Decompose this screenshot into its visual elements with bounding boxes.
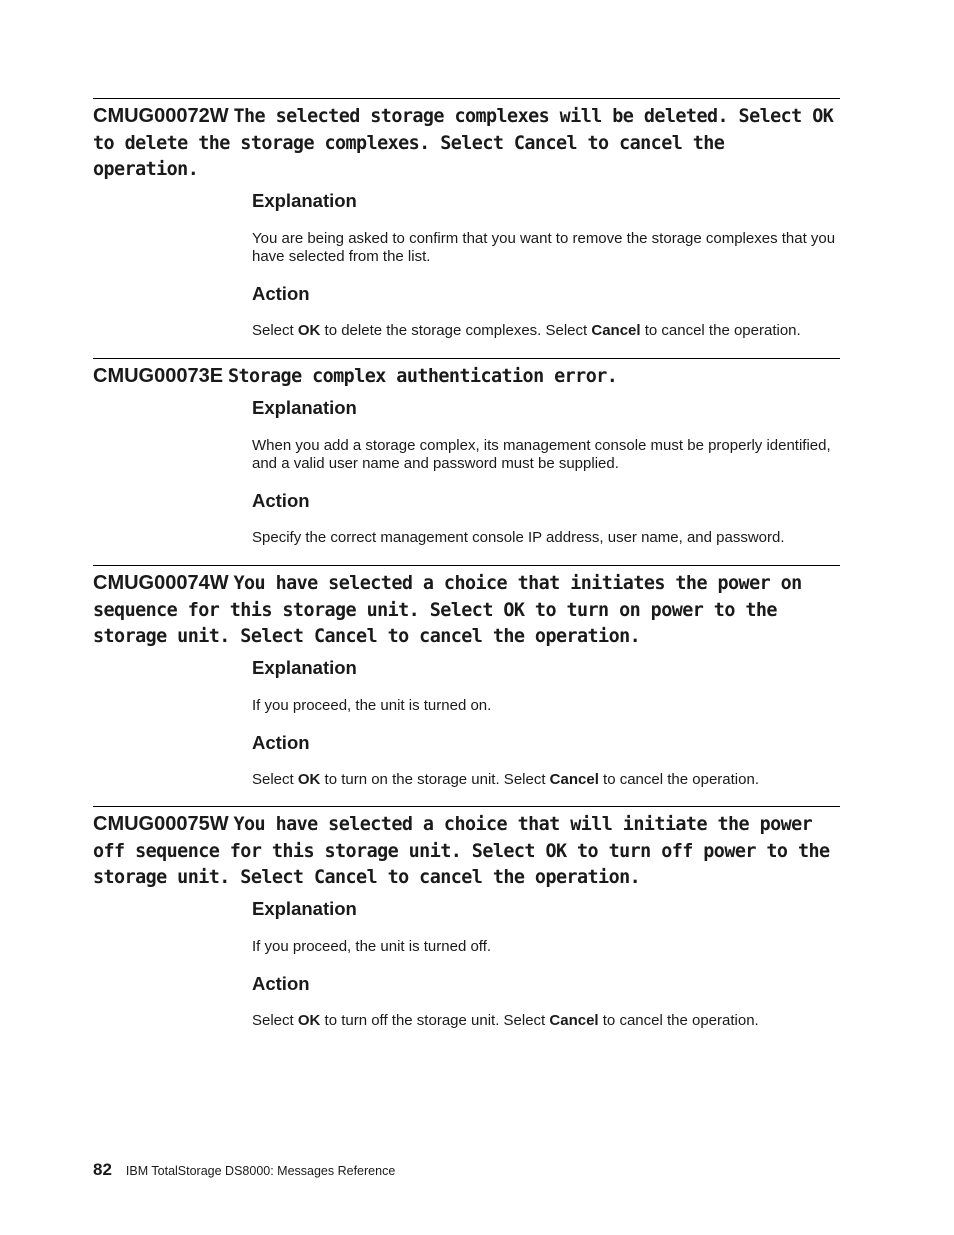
cancel-label: Cancel — [549, 770, 599, 788]
ok-label: OK — [297, 1011, 321, 1029]
message-title: Storage complex authentication error. — [227, 366, 618, 387]
ok-label: OK — [297, 321, 321, 339]
cancel-label: Cancel — [591, 321, 641, 339]
action-text: Specify the correct management console IP address, user name, and password. — [252, 528, 785, 546]
explanation-heading: Explanation — [252, 897, 357, 919]
message-id: CMUG00073E — [93, 365, 224, 387]
explanation-text: If you proceed, the unit is turned on. — [252, 696, 492, 714]
explanation-heading: Explanation — [252, 396, 357, 418]
message-body — [252, 898, 842, 1030]
explanation-heading: Explanation — [252, 656, 357, 678]
message-body — [252, 397, 842, 547]
action-text: Select OK to turn on the storage unit. Select Cancel to cancel the operation. — [252, 770, 759, 788]
action-heading: Action — [252, 282, 310, 304]
cancel-label: Cancel — [549, 1011, 599, 1029]
message-heading — [93, 359, 840, 391]
explanation-text: When you add a storage complex, its management console must be properly identified, and a valid user name and password must be supplied. — [252, 436, 831, 472]
message-body — [252, 190, 842, 340]
message-heading — [93, 99, 840, 184]
action-heading: Action — [252, 972, 310, 994]
action-text: Select OK to turn off the storage unit. Select Cancel to cancel the operation. — [252, 1011, 759, 1029]
action-text: Select OK to delete the storage complexes. Select Cancel to cancel the operation. — [252, 321, 801, 339]
book-title: IBM TotalStorage DS8000: Messages Reference — [125, 1164, 396, 1178]
action-heading: Action — [252, 731, 310, 753]
message-title: You have selected a choice that will initiate the power off sequence for this storage unit. Select OK to turn off power to the storage unit. Select Cancel to cancel the operation. — [93, 814, 830, 888]
page-footer — [93, 1160, 395, 1180]
ok-label: OK — [297, 770, 321, 788]
message-cmug00075w — [93, 806, 840, 1030]
message-heading — [93, 566, 840, 651]
message-cmug00074w — [93, 565, 840, 789]
explanation-text: If you proceed, the unit is turned off. — [252, 937, 492, 955]
explanation-heading: Explanation — [252, 189, 357, 211]
message-body — [252, 657, 842, 789]
message-cmug00072w — [93, 98, 840, 340]
message-id: CMUG00075W — [93, 813, 229, 835]
explanation-text: You are being asked to confirm that you want to remove the storage complexes that you have selected from the list. — [252, 229, 836, 265]
message-title: You have selected a choice that initiates the power on sequence for this storage unit. Select OK to turn on power to the storage unit. Select Cancel to cancel the operation. — [93, 573, 802, 647]
message-cmug00073e — [93, 358, 840, 547]
action-heading: Action — [252, 489, 310, 511]
message-title: The selected storage complexes will be deleted. Select OK to delete the storage complexes. Select Cancel to cancel the operation. — [93, 106, 834, 180]
page-number: 82 — [93, 1160, 112, 1179]
message-id: CMUG00072W — [93, 105, 229, 127]
message-id: CMUG00074W — [93, 572, 229, 594]
message-heading — [93, 807, 840, 892]
